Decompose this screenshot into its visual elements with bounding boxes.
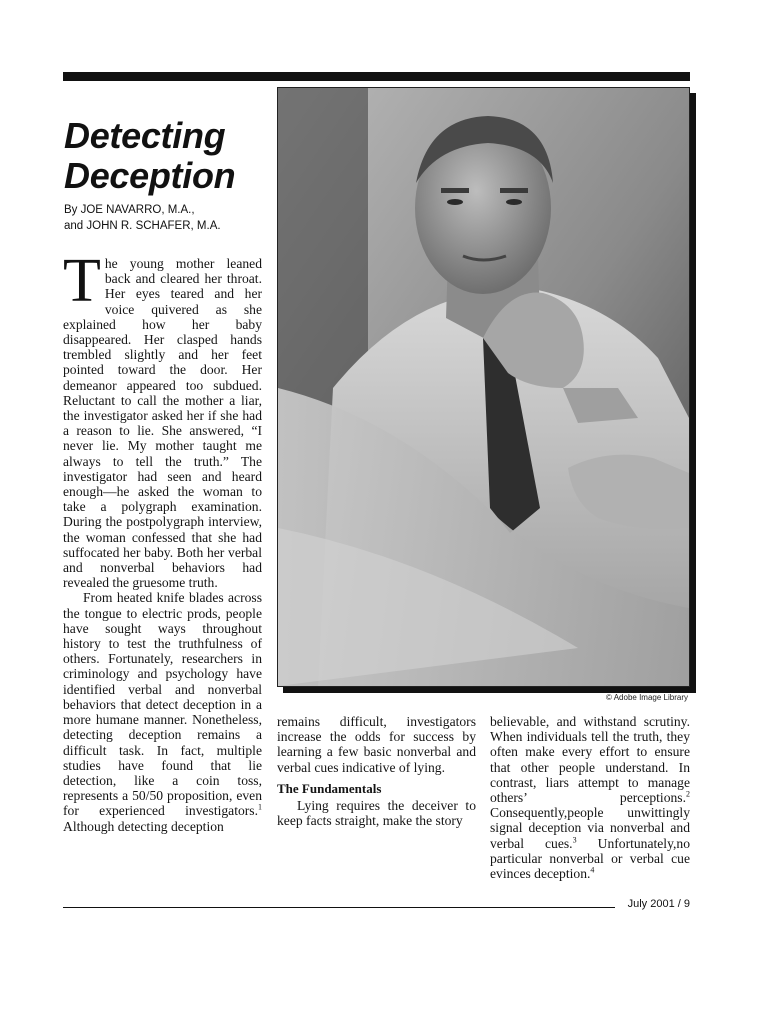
paragraph-continuation <box>277 714 476 775</box>
footnote-ref-2: 2 <box>686 789 690 799</box>
section-heading: The Fundamentals <box>277 780 382 796</box>
paragraph-3-continued: Consequently, <box>490 805 568 821</box>
article-column-3 <box>490 714 690 881</box>
footnote-ref-1: 1 <box>258 802 262 812</box>
footnote-ref-4: 4 <box>590 865 595 875</box>
paragraph-3-end: Unfortunately, <box>576 835 677 851</box>
article-column-1 <box>63 247 262 834</box>
byline-line-1: By JOE NAVARRO, M.A., <box>64 204 195 216</box>
article-column-2 <box>277 714 476 828</box>
footnote-ref-3: 3 <box>572 835 577 845</box>
continued-text: believable, and withstand scrutiny. When individuals tell the truth, they often make every effort to ensure that other people understand. In contrast, liars attempt to manage others’ perceptions. <box>490 714 690 806</box>
title-line-1: Detecting <box>64 115 226 156</box>
continued-text: no particular nonverbal or verbal cue evinces deception. <box>490 835 690 882</box>
top-rule <box>63 72 690 81</box>
byline <box>64 202 221 234</box>
photo-illustration <box>278 88 689 686</box>
photo-credit: © Adobe Image Library <box>606 693 688 702</box>
footer-rule <box>63 907 615 908</box>
paragraph-3 <box>277 798 476 828</box>
page-folio: July 2001 / 9 <box>627 898 690 910</box>
paragraph-1-text: he young mother leaned back and cleared her throat. Her eyes teared and her voice quivered as she explained how her baby disappeared. Her clasped hands trembled slightly and her feet pointed toward the door. Her demeanor appeared too subdued. Reluctant to call the mother a liar, the investigator asked her if she had a reason to lie. She answered, “I never lie. My mother taught me always to tell the truth.” The investigator had seen and heard enough—he asked the woman to take a polygraph examination. During the postpolygraph interview, the woman confessed that she had suffocated her baby. Both her verbal and nonverbal behaviors had revealed the gruesome truth. <box>63 256 262 591</box>
lead-paragraph <box>63 247 262 591</box>
byline-line-2: and JOHN R. SCHAFER, M.A. <box>64 220 221 232</box>
title-line-2: Deception <box>64 155 236 196</box>
article-photo <box>277 87 690 687</box>
paragraph-2 <box>63 590 262 833</box>
drop-cap: T <box>63 247 101 315</box>
paragraph-continuation <box>490 714 690 881</box>
continued-text: remains difficult, investigators increase the odds for success by learning a few basic nonverbal and verbal cues indicative of lying. <box>277 714 476 775</box>
paragraph-2-text: From heated knife blades across the tongue to electric prods, people have sought ways throughout history to test the truthfulness of others. Fortunately, researchers in criminology and psychology have identified verbal and nonverbal behaviors that detect deception in a more humane manner. Nonetheless, detecting deception remains a difficult task. In fact, multiple studies have found that lie detection, like a coin toss, represents a 50/50 proposition, even for experienced investigators. <box>63 590 262 819</box>
paragraph-2-continued: Although detecting deception <box>63 818 224 834</box>
paragraph-3-text: Lying requires the deceiver to keep facts straight, make the story <box>277 798 476 829</box>
continued-text: people unwittingly signal deception via nonverbal and verbal cues. <box>490 805 690 851</box>
article-title <box>64 116 235 196</box>
